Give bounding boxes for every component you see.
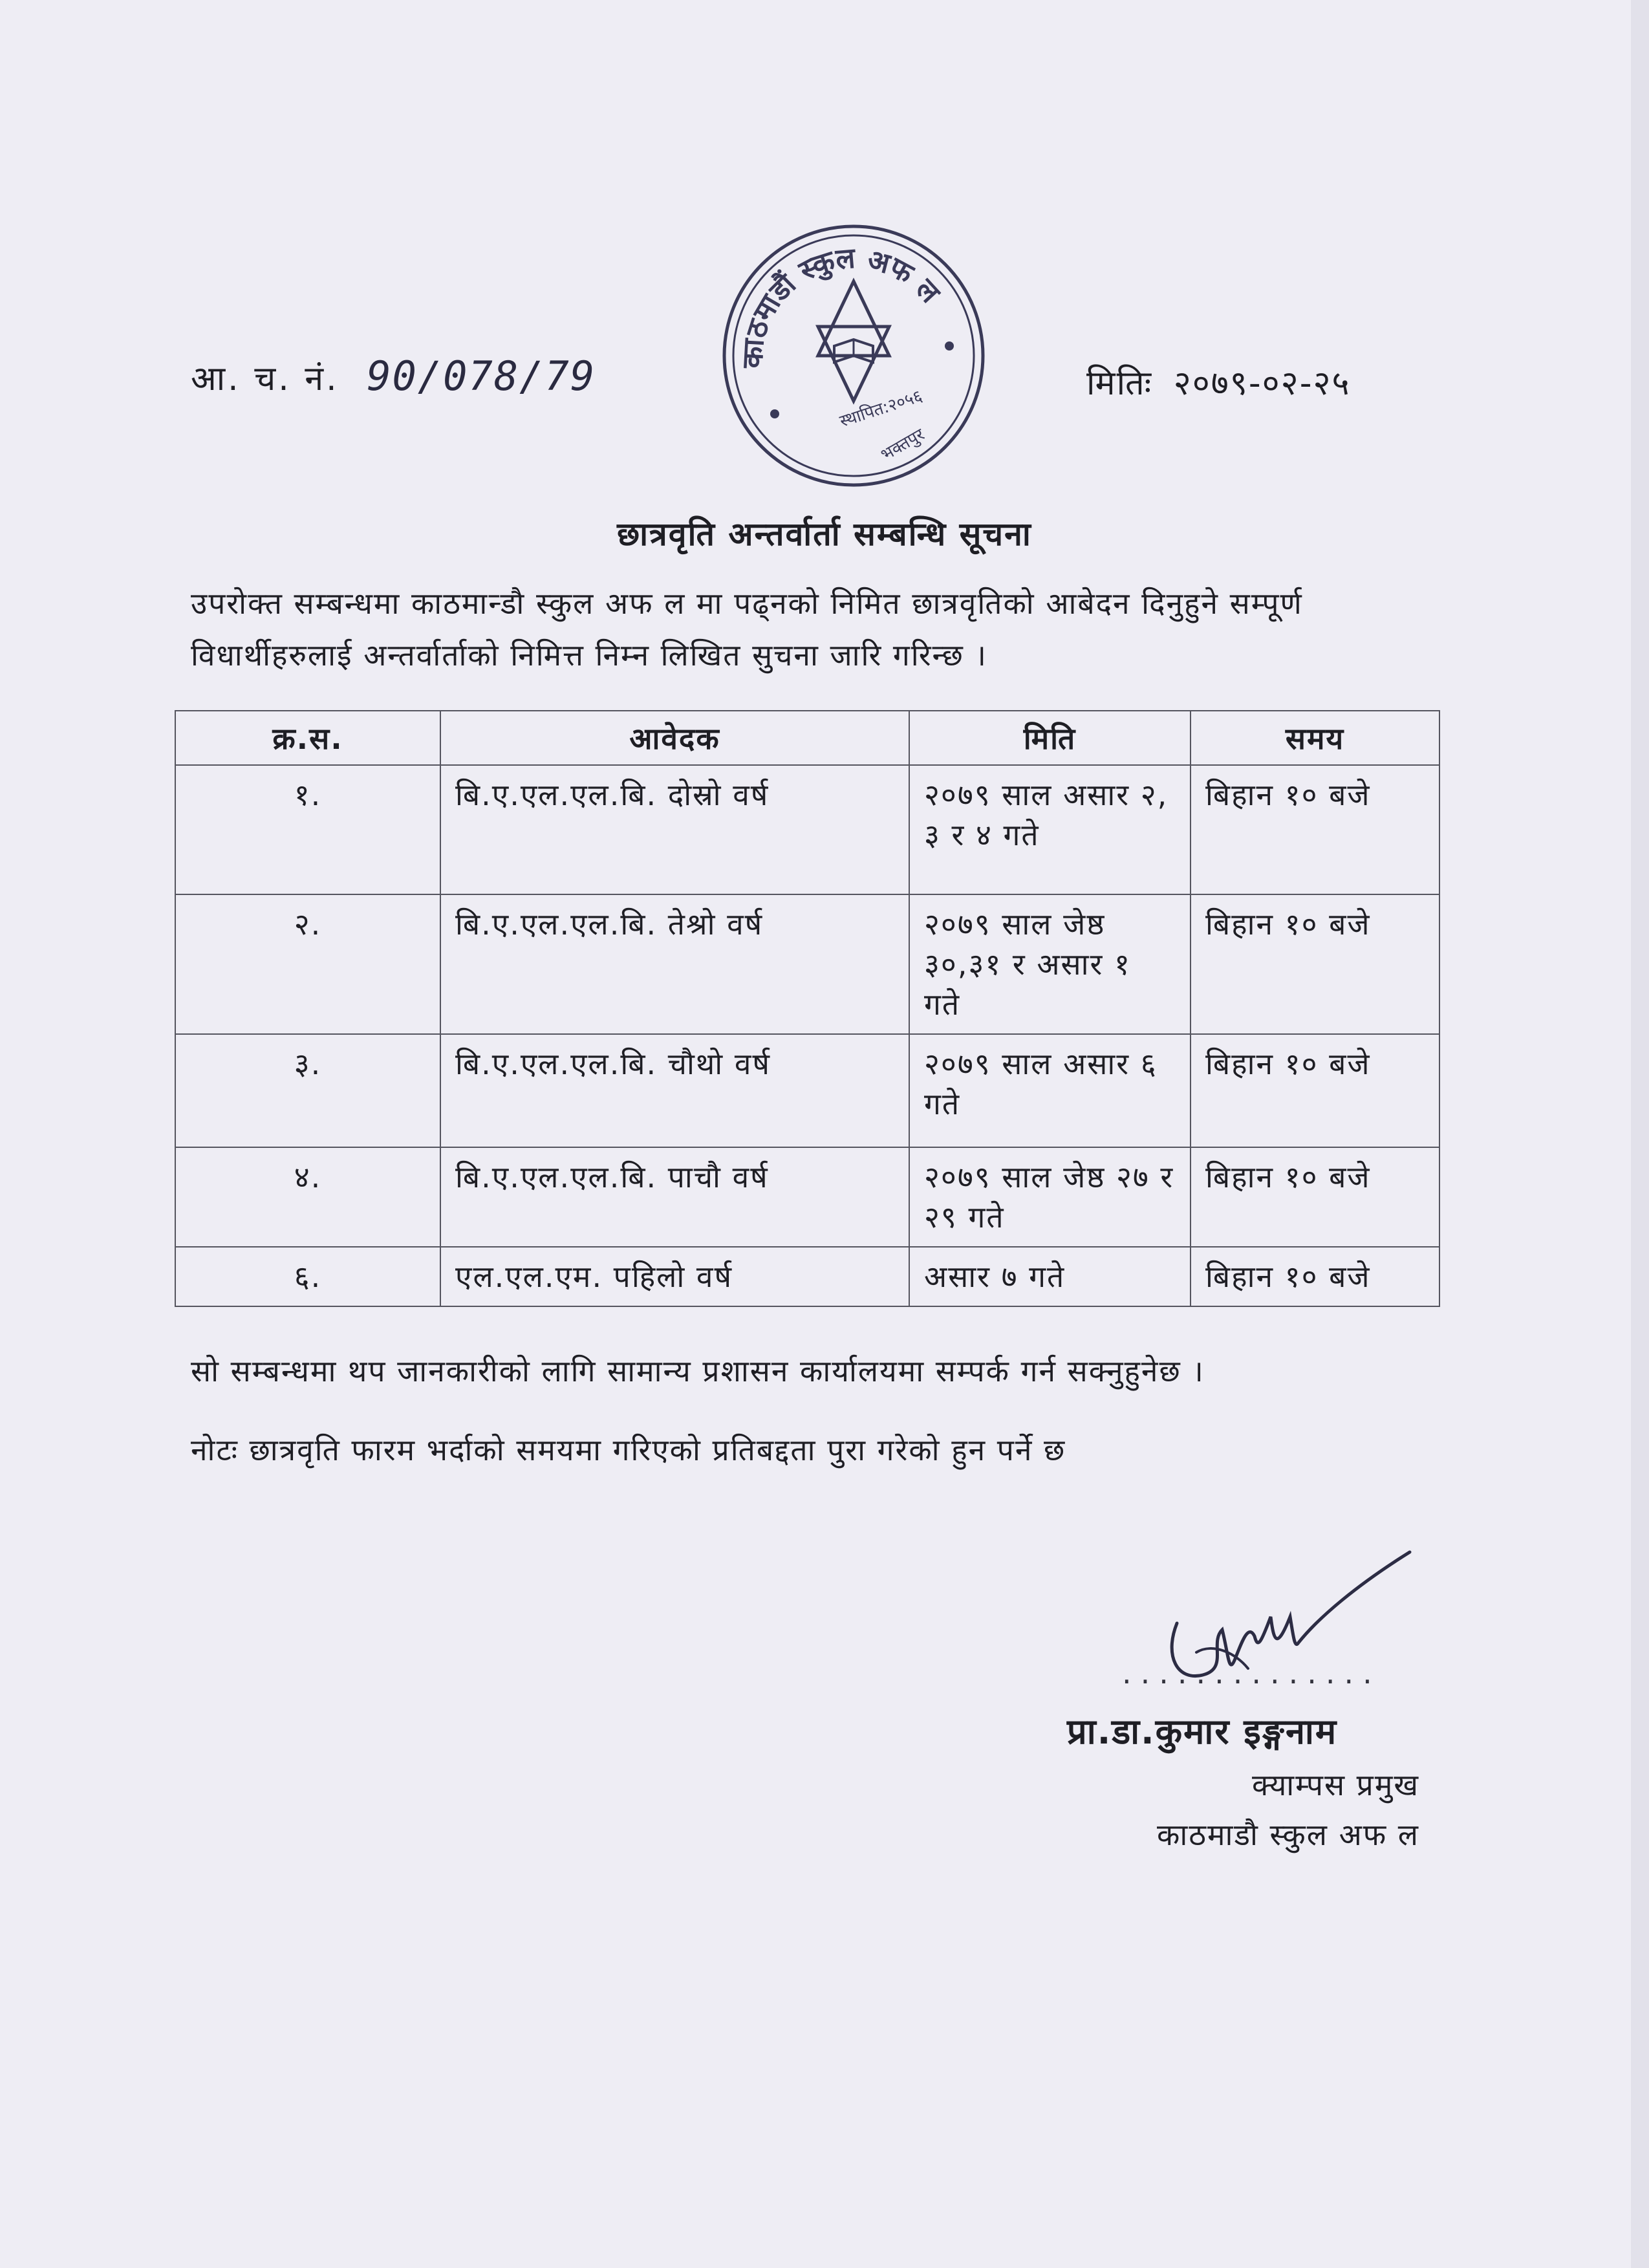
serial-cell: ३. [175, 1034, 440, 1147]
date-cell: २०७९ साल असार ६ गते [909, 1034, 1191, 1147]
serial-cell: ४. [175, 1147, 440, 1247]
contact-note: सो सम्बन्धमा थप जानकारीको लागि सामान्य प्रशासन कार्यालयमा सम्पर्क गर्न सक्नुहुनेछ । [191, 1354, 1205, 1388]
serial-cell: १. [175, 765, 440, 894]
interview-schedule-table [175, 710, 1440, 1307]
applicant-cell: बि.ए.एल.एल.बि. तेश्रो वर्ष [440, 894, 909, 1034]
time-cell: बिहान १० बजे [1191, 1034, 1439, 1147]
time-cell: बिहान १० बजे [1191, 765, 1439, 894]
date-cell: २०७९ साल असार २, ३ र ४ गते [909, 765, 1191, 894]
time-cell: बिहान १० बजे [1191, 1147, 1439, 1247]
table-row [175, 894, 1439, 1034]
serial-cell: ६. [175, 1247, 440, 1306]
table-row [175, 1147, 1439, 1247]
column-header-date: मिति [909, 711, 1191, 765]
column-header-time: समय [1191, 711, 1439, 765]
signatory-title: क्याम्पस प्रमुख [1251, 1767, 1419, 1802]
serial-cell: २. [175, 894, 440, 1034]
applicant-cell: एल.एल.एम. पहिलो वर्ष [440, 1247, 909, 1306]
date-cell: असार ७ गते [909, 1247, 1191, 1306]
applicant-cell: बि.ए.एल.एल.बि. पाचौ वर्ष [440, 1147, 909, 1247]
school-seal [718, 220, 989, 491]
table-row [175, 1034, 1439, 1147]
notice-title: छात्रवृति अन्तर्वार्ता सम्बन्धि सूचना [617, 515, 1032, 553]
seal-place-text: भक्तपुर [878, 424, 928, 466]
time-cell: बिहान १० बजे [1191, 1247, 1439, 1306]
table-header-row [175, 711, 1439, 765]
book-icon [834, 340, 873, 362]
column-header-applicant: आवेदक [440, 711, 909, 765]
seal-dot-left [770, 409, 779, 418]
footnote: नोटः छात्रवृति फारम भर्दाको समयमा गरिएको प्रतिबद्दता पुरा गरेको हुन पर्ने छ [191, 1432, 1066, 1467]
applicant-cell: बि.ए.एल.एल.बि. चौथो वर्ष [440, 1034, 909, 1147]
seal-established-text: स्थापित:२०५६ [837, 386, 925, 432]
date-cell: २०७९ साल जेष्ठ २७ र २९ गते [909, 1147, 1191, 1247]
reference-label: आ. च. नं. [191, 360, 339, 398]
seal-triangle-down [818, 327, 889, 401]
signatory-name: प्रा.डा.कुमार इङ्गनाम [1067, 1711, 1338, 1752]
seal-name-text: काठमाडौं स्कुल अफ ल [736, 241, 947, 369]
table-row [175, 765, 1439, 894]
reference-number-line [191, 352, 596, 400]
page-edge [1631, 0, 1649, 2268]
signature-dotted-line: .............. [1122, 1656, 1381, 1690]
time-cell: बिहान १० बजे [1191, 894, 1439, 1034]
date-cell: २०७९ साल जेष्ठ ३०,३१ र असार १ गते [909, 894, 1191, 1034]
table-row [175, 1247, 1439, 1306]
notice-date-line [1086, 359, 1351, 405]
signatory-organization: काठमाडौ स्कुल अफ ल [1157, 1817, 1419, 1852]
seal-dot-right [945, 341, 954, 351]
reference-number: 90/078/79 [367, 352, 596, 400]
date-value: २०७९-०२-२५ [1173, 364, 1351, 403]
date-label: मितिः [1086, 364, 1153, 403]
notice-intro: उपरोक्त सम्बन्धमा काठमान्डौ स्कुल अफ ल मा पढ्नको निमित छात्रवृतिको आबेदन दिनुहुने सम्पूर्ण विधार्थीहरुलाई अन्तर्वार्ताको निमित्त निम्न लिखित सुचना जारि गरिन्छ । [191, 586, 1303, 673]
applicant-cell: बि.ए.एल.एल.बि. दोस्रो वर्ष [440, 765, 909, 894]
column-header-sn: क्र.स. [175, 711, 440, 765]
